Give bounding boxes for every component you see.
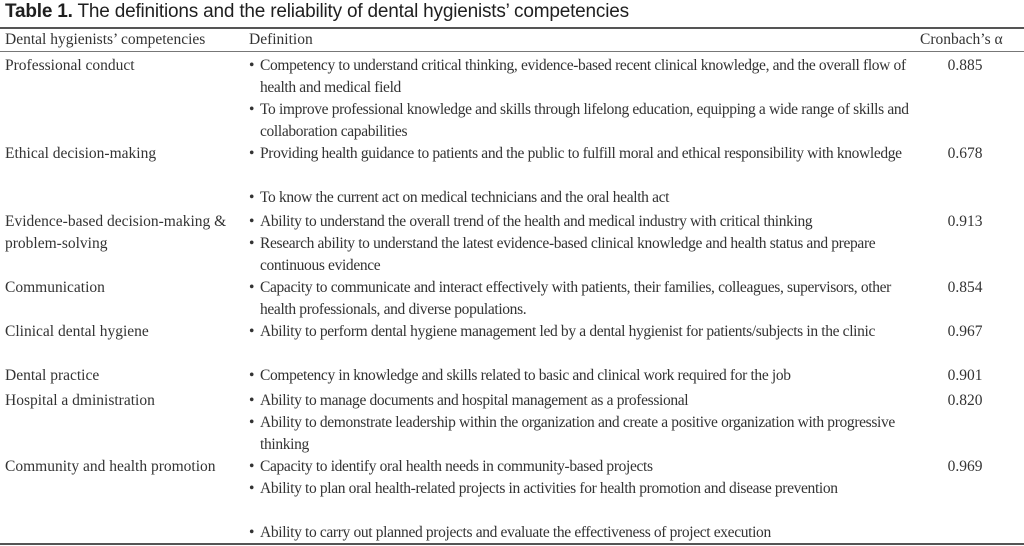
definition-item: • To improve professional knowledge and skills through lifelong education, equipping a wide range of skills and collaboration capabilities [248,99,913,143]
definition-item: • Competency in knowledge and skills related to basic and clinical work required for the job [248,365,913,387]
definition-cell [248,211,913,274]
definition-item: • Providing health guidance to patients and the public to fulfill moral and ethical responsibility with knowledge [248,143,913,165]
definition-item: • Ability to understand the overall trend of the health and medical industry with critical thinking [248,211,913,233]
competency-cell: Dental practice [5,367,100,384]
definition-item: • Ability to carry out planned projects and evaluate the effectiveness of project execution [248,522,913,544]
definition-item: • Capacity to communicate and interact effectively with patients, their families, colleagues, supervisors, other health professionals, and diverse populations. [248,277,913,321]
definition-cell [248,55,913,140]
competency-cell: Evidence-based decision-making & problem-solving [5,213,227,252]
definition-cell [248,365,913,387]
competency-cell: Communication [5,279,105,296]
definition-item: • Competency to understand critical thinking, evidence-based recent clinical knowledge, and the overall flow of health and medical field [248,55,913,99]
header-competency: Dental hygienists’ competencies [5,31,206,48]
definition-item: • Ability to manage documents and hospital management as a professional [248,390,913,412]
header-definition: Definition [249,31,313,48]
definition-cell [248,456,913,541]
definition-cell [248,277,913,321]
table-caption [5,1,629,25]
alpha-cell: 0.969 [947,458,983,475]
competency-cell: Ethical decision-making [5,145,157,162]
definition-item: • To know the current act on medical technicians and the oral health act [248,187,913,209]
definition-item: • Research ability to understand the latest evidence-based clinical knowledge and health status and prepare continuous evidence [248,233,913,277]
definition-item: • Ability to perform dental hygiene management led by a dental hygienist for patients/subjects in the clinic [248,321,913,343]
header-cronbach-alpha: Cronbach’s α [920,31,1003,48]
alpha-cell: 0.967 [947,323,983,340]
alpha-cell: 0.854 [947,279,983,296]
alpha-cell: 0.901 [947,367,983,384]
header-rule [0,51,1024,52]
competency-cell: Community and health promotion [5,458,216,475]
definition-item: • Ability to demonstrate leadership within the organization and create a positive organization with progressive thinking [248,412,913,456]
definition-cell [248,143,913,206]
alpha-cell: 0.678 [947,145,983,162]
competency-cell: Hospital a dministration [5,392,155,409]
competency-cell: Clinical dental hygiene [5,323,149,340]
bottom-rule [0,543,1024,545]
definition-cell [248,390,913,453]
definition-cell [248,321,913,343]
definition-item: • Capacity to identify oral health needs in community-based projects [248,456,913,478]
table-title: The definitions and the reliability of dental hygienists’ competencies [72,1,629,22]
alpha-cell: 0.820 [947,392,983,409]
competency-cell: Professional conduct [5,57,135,74]
alpha-cell: 0.913 [947,213,983,230]
table-label: Table 1. [5,1,73,22]
alpha-cell: 0.885 [947,57,983,74]
definition-item: • Ability to plan oral health-related projects in activities for health promotion and disease prevention [248,478,913,500]
